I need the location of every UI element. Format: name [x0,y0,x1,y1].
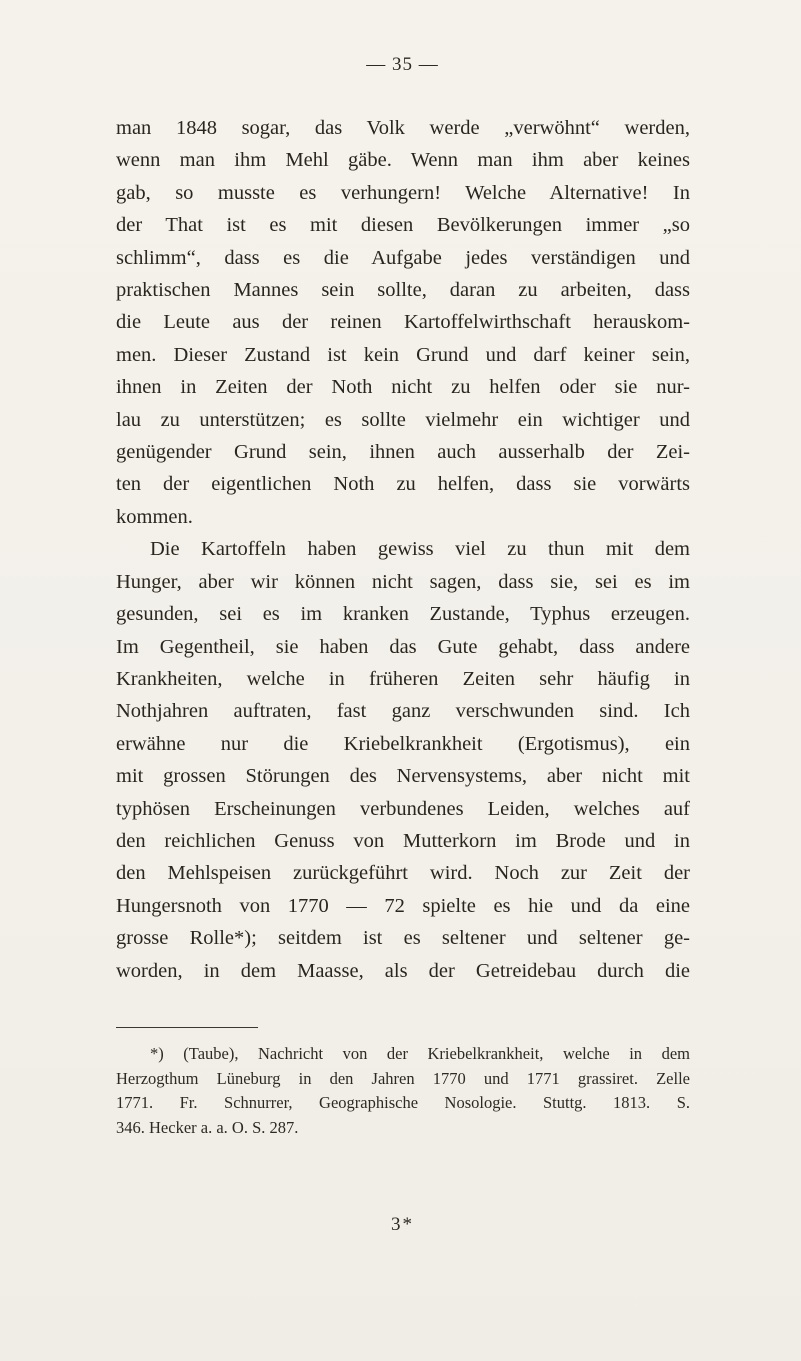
signature-mark: 3* [391,1214,414,1236]
text-line: *) (Taube), Nachricht von der Kriebelkrankheit, welche in dem [150,1043,690,1063]
text-line: den reichlichen Genuss von Mutterkorn im Brode und in [116,829,690,852]
text-line: schlimm“, dass es die Aufgabe jedes verständigen und [116,246,690,269]
text-line: Hungersnoth von 1770 — 72 spielte es hie und da eine [116,894,690,917]
text-line: mit grossen Störungen des Nervensystems, aber nicht mit [116,765,690,788]
footnote-rule [116,1027,258,1028]
text-line: 1771. Fr. Schnurrer, Geographische Nosologie. Stuttg. 1813. S. [116,1093,690,1113]
text-line: man 1848 sogar, das Volk werde „verwöhnt“ werden, [116,117,690,139]
text-line: ihnen in Zeiten der Noth nicht zu helfen oder sie nur- [116,376,690,399]
text-line: Krankheiten, welche in früheren Zeiten sehr häufig in [116,667,690,690]
text-line: grosse Rolle*); seitdem ist es seltener und seltener ge- [116,927,690,950]
text-line: Herzogthum Lüneburg in den Jahren 1770 und 1771 grassiret. Zelle [116,1068,690,1088]
text-line: die Leute aus der reinen Kartoffelwirthschaft herauskom- [116,311,690,334]
text-line: gab, so musste es verhungern! Welche Alternative! In [116,181,690,204]
text-line: Im Gegentheil, sie haben das Gute gehabt, dass andere [116,635,690,658]
text-line: 346. Hecker a. a. O. S. 287. [116,1117,299,1137]
text-line: der That ist es mit diesen Bevölkerungen immer „so [116,214,690,237]
page-number: — 35 — [366,54,439,75]
footnote [116,1042,690,1140]
text-line: men. Dieser Zustand ist kein Grund und darf keiner sein, [116,343,690,366]
text-line: den Mehlspeisen zurückgeführt wird. Noch zur Zeit der [116,862,690,885]
text-line: lau zu unterstützen; es sollte vielmehr ein wichtiger und [116,408,690,431]
text-line: erwähne nur die Kriebelkrankheit (Ergotismus), ein [116,732,690,755]
text-block [116,112,690,987]
text-line: genügender Grund sein, ihnen auch ausserhalb der Zei- [116,441,690,464]
text-line: gesunden, sei es im kranken Zustande, Typhus erzeugen. [116,603,690,626]
text-line: worden, in dem Maasse, als der Getreidebau durch die [116,959,690,982]
text-line: typhösen Erscheinungen verbundenes Leiden, welches auf [116,797,690,820]
text-line: Die Kartoffeln haben gewiss viel zu thun mit dem [150,538,690,561]
text-line: Hunger, aber wir können nicht sagen, dass sie, sei es im [116,570,690,593]
text-line: ten der eigentlichen Noth zu helfen, dass sie vorwärts [116,473,690,496]
text-line: Nothjahren auftraten, fast ganz verschwunden sind. Ich [116,700,690,723]
text-line: wenn man ihm Mehl gäbe. Wenn man ihm aber keines [116,149,690,172]
paragraph-1 [116,112,690,533]
text-line: praktischen Mannes sein sollte, daran zu arbeiten, dass [116,279,690,302]
text-line: kommen. [116,505,193,528]
paragraph-2 [116,533,690,987]
